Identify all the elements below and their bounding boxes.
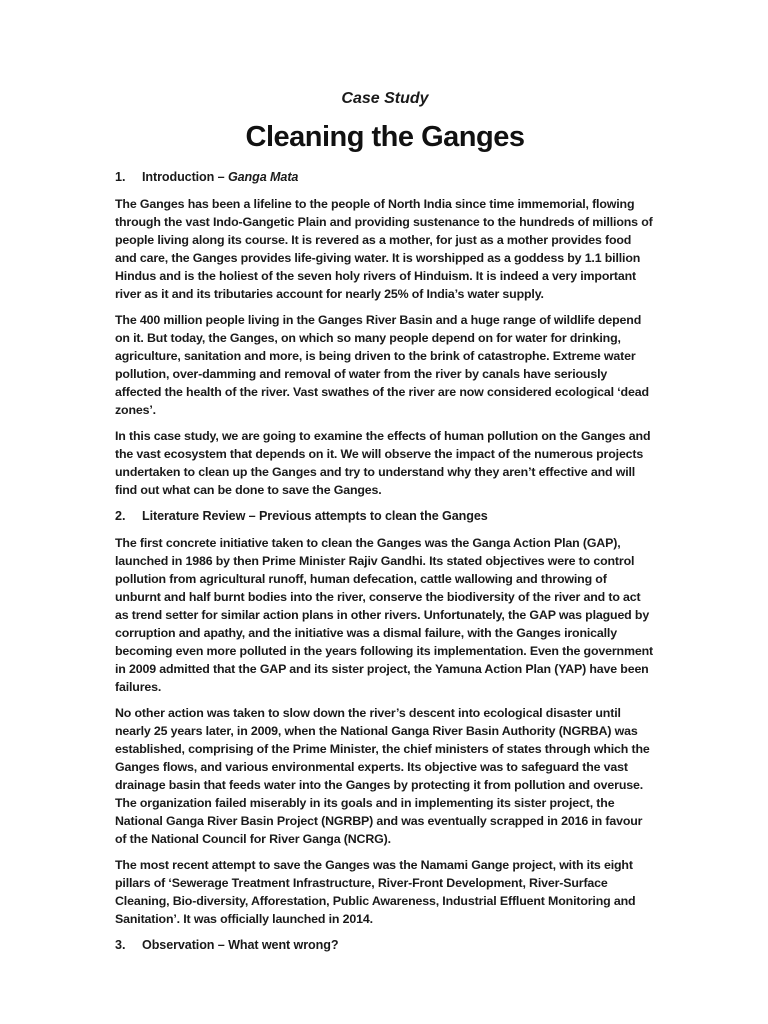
section-label-text: Observation – What went wrong? bbox=[142, 938, 339, 952]
document-title: Cleaning the Ganges bbox=[245, 121, 525, 153]
section-heading-observation bbox=[115, 936, 655, 954]
paragraph-literature-2: No other action was taken to slow down the river’s descent into ecological disaster until nearly 25 years later, in 2009, when the National Ganga River Basin Authority (NGRBA) was established, comprising of the Prime Minister, the chief ministers of states through which the Ganges flows, and various environmental experts. Its objective was to safeguard the vast drainage basin that feeds water into the Ganges by protecting it from pollution and overuse. The organization failed miserably in its goals and in implementing its sister project, the National Ganga River Basin Project (NGRBP) and was eventually scrapped in 2016 in favour of the National Council for River Ganga (NCRG). bbox=[115, 706, 650, 846]
section-label bbox=[142, 936, 338, 954]
document-kicker: Case Study bbox=[341, 90, 429, 107]
section-label-text: Introduction – bbox=[142, 170, 228, 184]
section-heading-introduction bbox=[115, 168, 655, 186]
section-label bbox=[142, 507, 488, 525]
section-number: 2. bbox=[115, 509, 126, 523]
section-number: 1. bbox=[115, 170, 126, 184]
paragraph-intro-1: The Ganges has been a lifeline to the people of North India since time immemorial, flowing through the vast Indo-Gangetic Plain and providing sustenance to the hundreds of millions of people living along its course. It is revered as a mother, for just as a mother provides food and care, the Ganges provides life-giving water. It is worshipped as a goddess by 1.1 billion Hindus and is the holiest of the seven holy rivers of Hinduism. It is indeed a very important river as it and its tributaries account for nearly 25% of India’s water supply. bbox=[115, 197, 653, 301]
paragraph-intro-2: The 400 million people living in the Ganges River Basin and a huge range of wildlife depend on it. But today, the Ganges, on which so many people depend on for water for drinking, agriculture, sanitation and more, is being driven to the brink of catastrophe. Extreme water pollution, over-damming and removal of water from the river by canals have seriously affected the health of the river. Vast swathes of the river are now considered ecological ‘dead zones’. bbox=[115, 313, 649, 417]
section-label-italic: Ganga Mata bbox=[227, 170, 299, 184]
section-number: 3. bbox=[115, 938, 126, 952]
section-heading-literature-review bbox=[115, 507, 655, 525]
paragraph-literature-3: The most recent attempt to save the Ganges was the Namami Gange project, with its eight pillars of ‘Sewerage Treatment Infrastructure, River-Front Development, River-Surface Cleaning, Bio-diversity, Afforestation, Public Awareness, Industrial Effluent Monitoring and Sanitation’. It was officially launched in 2014. bbox=[115, 858, 636, 926]
section-label-text: Literature Review – Previous attempts to clean the Ganges bbox=[142, 509, 488, 523]
section-label bbox=[142, 168, 298, 186]
paragraph-literature-1: The first concrete initiative taken to clean the Ganges was the Ganga Action Plan (GAP), launched in 1986 by then Prime Minister Rajiv Gandhi. Its stated objectives were to control pollution from agricultural runoff, human defecation, cattle wallowing and throwing of unburnt and half burnt bodies into the river, conserve the biodiversity of the river and to act as trend setter for similar action plans in other rivers. Unfortunately, the GAP was plagued by corruption and apathy, and the initiative was a dismal failure, with the Ganges ironically becoming even more polluted in the years following its implementation. Even the government in 2009 admitted that the GAP and its sister project, the Yamuna Action Plan (YAP) have been failures. bbox=[115, 536, 653, 694]
paragraph-intro-3: In this case study, we are going to examine the effects of human pollution on the Ganges and the vast ecosystem that depends on it. We will observe the impact of the numerous projects undertaken to clean up the Ganges and try to understand why they aren’t effective and will find out what can be done to save the Ganges. bbox=[115, 429, 651, 497]
